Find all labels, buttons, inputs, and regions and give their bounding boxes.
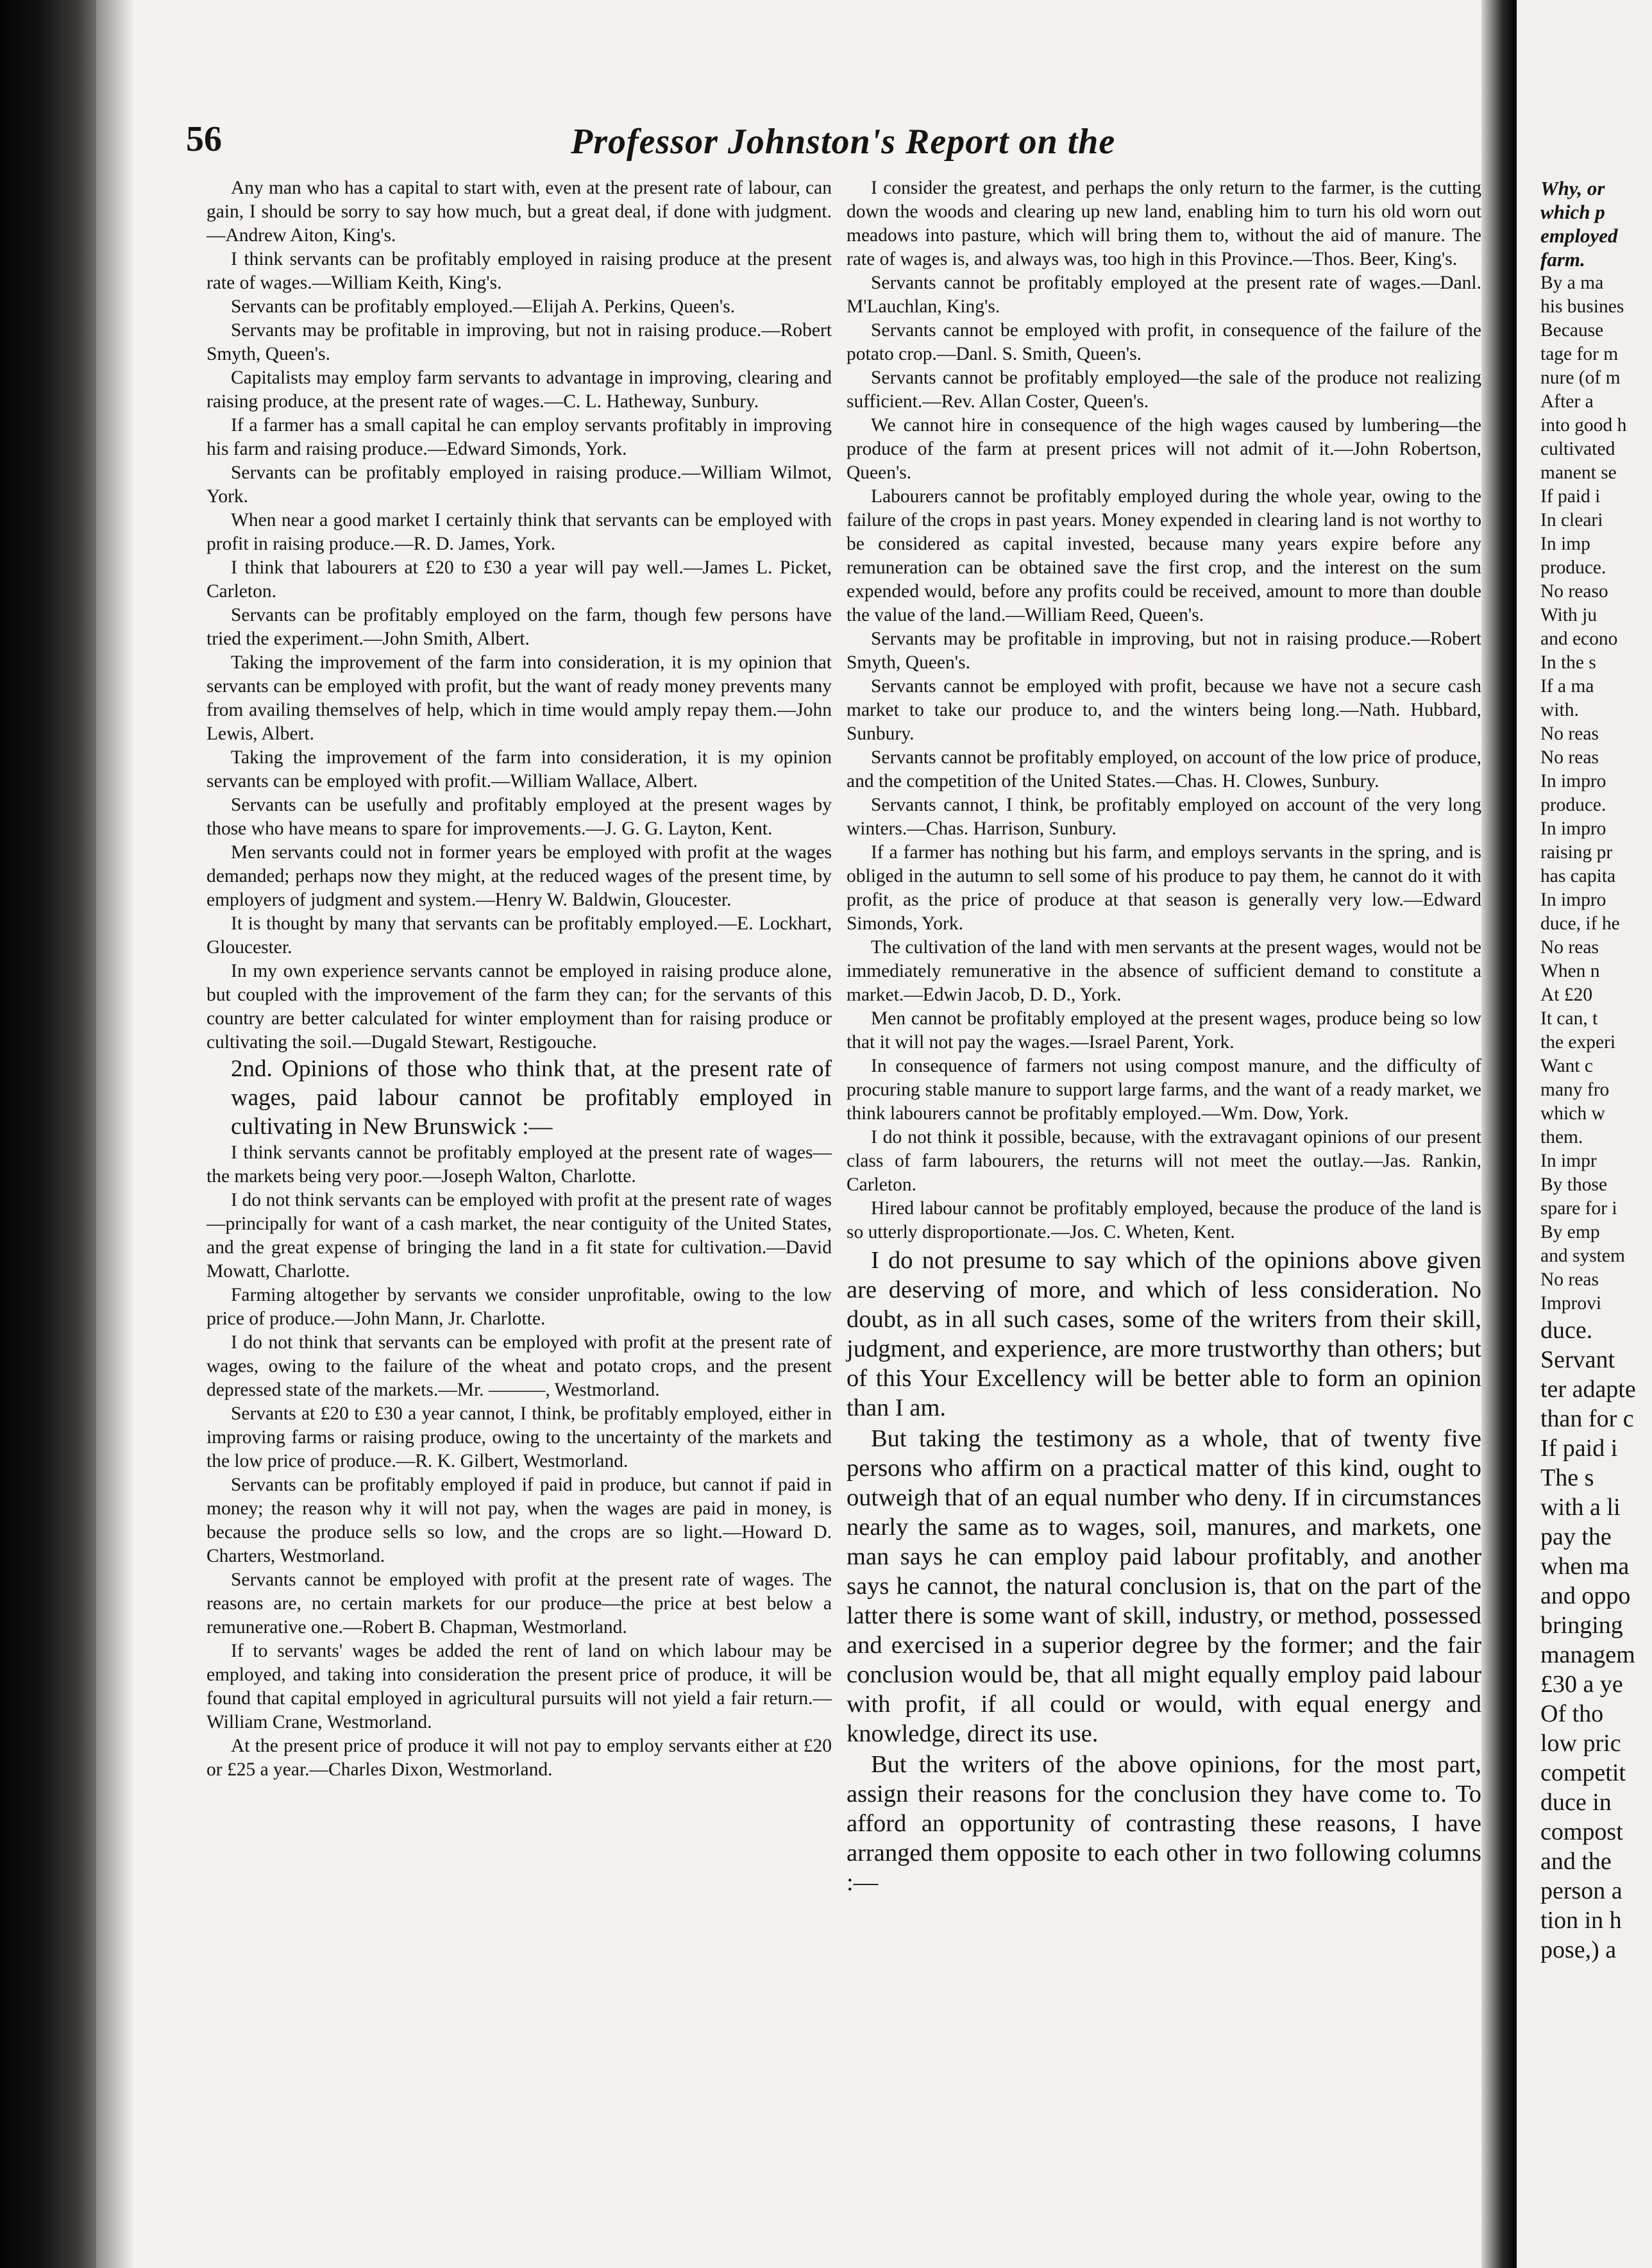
fragment-line: pose,) a — [1540, 1936, 1617, 1963]
page-number: 56 — [186, 119, 222, 159]
paragraph: Servants can be profitably employed on the farm, though few persons have tried the experiment.—John Smith, Albert. — [206, 605, 832, 649]
paragraph: Servants cannot be employed with profit, in consequence of the failure of the potato crop.—Danl. S. Smith, Queen's. — [847, 320, 1481, 364]
fragment-line: Because — [1540, 320, 1604, 341]
fragment-line: with a li — [1540, 1494, 1621, 1521]
fragment-line: Of tho — [1540, 1700, 1604, 1727]
running-title: Professor Johnston's Report on the — [571, 122, 1116, 162]
fragment-line: No reas — [1540, 724, 1599, 744]
fragment-line: In impro — [1540, 771, 1606, 791]
fragment-line: pay the — [1540, 1523, 1612, 1550]
paragraph: Men servants could not in former years be employed with profit at the wages demanded; perhaps now they might, at the reduced wages of the present time, by employers of judgment and system.—Henry W. Baldwin, Gloucester. — [206, 842, 832, 910]
fragment-line: person a — [1540, 1877, 1622, 1904]
book-edge-shadow — [0, 0, 96, 2268]
paragraph: Servants can be profitably employed.—Elijah A. Perkins, Queen's. — [231, 296, 736, 317]
paragraph: Servants cannot be profitably employed—the sale of the produce not realizing sufficient.—Rev. Allan Coster, Queen's. — [847, 368, 1481, 412]
fragment-line: and oppo — [1540, 1582, 1631, 1609]
fragment-line: No reas — [1540, 937, 1599, 958]
fragment-line: manent se — [1540, 462, 1617, 483]
fragment-line: No reas — [1540, 1269, 1599, 1290]
fragment-line: his busines — [1540, 296, 1624, 317]
paragraph: Servants can be profitably employed if paid in produce, but cannot if paid in money; the reason why it will not pay, when the wages are paid in money, is because the produce sells so low, and the crops are so light.—Howard D. Charters, Westmorland. — [206, 1475, 832, 1566]
fragment-line: In cleari — [1540, 510, 1603, 530]
fragment-line: In impro — [1540, 890, 1606, 910]
fragment-line: When n — [1540, 961, 1600, 981]
paragraph: The cultivation of the land with men servants at the present wages, would not be immediately remunerative in the absence of sufficient demand to constitute a market.—Edwin Jacob, D. D., York. — [847, 937, 1481, 1005]
fragment-line: and econo — [1540, 629, 1618, 649]
paragraph: If a farmer has nothing but his farm, and employs servants in the spring, and is obliged in the autumn to sell some of his produce to pay them, he cannot do it with profit, as the price of produce at that season is generally very low.—Edward Simonds, York. — [847, 842, 1481, 934]
fragment-line: into good h — [1540, 415, 1627, 436]
fragment-line: No reaso — [1540, 581, 1608, 602]
fragment-line: duce, if he — [1540, 913, 1620, 934]
fragment-line: By emp — [1540, 1222, 1600, 1242]
fragment-line: which p — [1540, 201, 1605, 223]
paragraph: Servants at £20 to £30 a year cannot, I think, be profitably employed, either in improving farms or raising produce, owing to the uncertainty of the markets and the low price of produce.—R. K. Gilbert, Westmorland. — [206, 1403, 832, 1471]
fragment-line: employed — [1540, 224, 1618, 247]
fragment-line: £30 a ye — [1540, 1671, 1623, 1698]
fragment-line: raising pr — [1540, 842, 1613, 863]
fragment-line: Want c — [1540, 1056, 1593, 1076]
commentary-paragraph: But taking the testimony as a whole, that of twenty five persons who affirm on a practical matter of this kind, ought to outweigh that of an equal number who deny. If in circumstances nearly the same as to wages, soil, manures, and markets, one man says he can employ paid labour profitably, and another says he cannot, the natural conclusion is, that on the part of the latter there is some want of skill, industry, or method, possessed and exercised in a superior degree by the former; and the fair conclusion would be, that all might equally employ paid labour with profit, if all could or would, with equal energy and knowledge, direct its use. — [847, 1425, 1481, 1747]
fragment-line: By a ma — [1540, 273, 1604, 293]
right-column — [847, 176, 1481, 1897]
fragment-line: than for c — [1540, 1405, 1634, 1432]
paragraph: Servants cannot be employed with profit at the present rate of wages. The reasons are, no certain markets for our produce—the price at best below a remunerative one.—Robert B. Chapman, Westmorland. — [206, 1570, 832, 1638]
commentary-paragraph: But the writers of the above opinions, for the most part, assign their reasons for the conclusion they have come to. To afford an opportunity of contrasting these reasons, I have arranged them opposite to each other in two following columns :— — [847, 1751, 1481, 1896]
paragraph: Servants cannot be employed with profit, because we have not a secure cash market to take our produce to, and the winters being long.—Nath. Hubbard, Sunbury. — [847, 676, 1481, 744]
paragraph: Servants may be profitable in improving, but not in raising produce.—Robert Smyth, Queen's. — [206, 320, 832, 364]
paragraph: Servants cannot be profitably employed at the present rate of wages.—Danl. M'Lauchlan, King's. — [847, 273, 1481, 317]
paragraph: Taking the improvement of the farm into consideration, it is my opinion that servants can be employed with profit, but the want of ready money prevents many from availing themselves of help, which in time would amply repay them.—John Lewis, Albert. — [206, 652, 832, 744]
fragment-line: No reas — [1540, 747, 1599, 768]
paragraph: Taking the improvement of the farm into consideration, it is my opinion servants can be employed with profit.—William Wallace, Albert. — [206, 747, 832, 791]
fragment-line: cultivated — [1540, 439, 1615, 459]
fragment-line: low pric — [1540, 1730, 1621, 1757]
fragment-line: has capita — [1540, 866, 1616, 886]
paragraph: Farming altogether by servants we consider unprofitable, owing to the low price of produce.—John Mann, Jr. Charlotte. — [206, 1285, 832, 1329]
paragraph: I do not think that servants can be employed with profit at the present rate of wages, owing to the failure of the wheat and potato crops, and the present depressed state of the markets.—Mr. ———, Westmorland. — [206, 1332, 832, 1400]
paragraph: Capitalists may employ farm servants to advantage in improving, clearing and raising produce, at the present rate of wages.—C. L. Hatheway, Sunbury. — [206, 368, 832, 412]
fragment-line: competit — [1540, 1759, 1626, 1786]
book-gutter — [1481, 0, 1517, 2268]
fragment-line: tion in h — [1540, 1907, 1622, 1934]
fragment-line: bringing — [1540, 1612, 1623, 1639]
fragment-line: spare for i — [1540, 1198, 1617, 1219]
paragraph: Servants may be profitable in improving, but not in raising produce.—Robert Smyth, Queen's. — [847, 629, 1481, 673]
fragment-line: With ju — [1540, 605, 1597, 625]
fragment-line: produce. — [1540, 557, 1606, 578]
section-heading: 2nd. Opinions of those who think that, at the present rate of wages, paid labour cannot be profitably employed in cultivating in New Brunswick :— — [231, 1056, 832, 1140]
fragment-line: the experi — [1540, 1032, 1616, 1053]
fragment-line: By those — [1540, 1174, 1608, 1195]
fragment-line: At £20 — [1540, 985, 1593, 1005]
fragment-line: In the s — [1540, 652, 1596, 673]
fragment-line: In impro — [1540, 818, 1606, 839]
paragraph: I do not think it possible, because, with the extravagant opinions of our present class of farm labourers, the returns will not meet the outlay.—Jas. Rankin, Carleton. — [847, 1127, 1481, 1195]
fragment-line: If paid i — [1540, 486, 1601, 507]
left-column — [206, 176, 832, 1782]
paragraph: Servants cannot be profitably employed, on account of the low price of produce, and the competition of the United States.—Chas. H. Clowes, Sunbury. — [847, 747, 1481, 791]
paragraph: At the present price of produce it will not pay to employ servants either at £20 or £25 a year.—Charles Dixon, Westmorland. — [206, 1736, 832, 1780]
fragment-line: nure (of m — [1540, 368, 1621, 388]
paragraph: We cannot hire in consequence of the high wages caused by lumbering—the produce of the farm at present prices will not admit of it.—John Robertson, Queen's. — [847, 415, 1481, 483]
fragment-line: and the — [1540, 1848, 1612, 1875]
fragment-line: In imp — [1540, 534, 1590, 554]
fragment-line: when ma — [1540, 1553, 1630, 1580]
page-curl-shadow — [96, 0, 135, 2268]
page-header — [186, 119, 1462, 170]
paragraph: Servants cannot, I think, be profitably employed on account of the very long winters.—Chas. Harrison, Sunbury. — [847, 795, 1481, 839]
fragment-line: which w — [1540, 1103, 1605, 1124]
paragraph: In my own experience servants cannot be employed in raising produce alone, but coupled with the improvement of the farm they can; for the servants of this country are better calculated for winter employment than for raising produce or cultivating the soil.—Dugald Stewart, Restigouche. — [206, 961, 832, 1053]
commentary-paragraph: I do not presume to say which of the opinions above given are deserving of more, and which of less consideration. No doubt, as in all such cases, some of the writers from their skill, judgment, and experience, are more trustworthy than others; but of this Your Excellency will be better able to form an opinion than I am. — [847, 1247, 1481, 1421]
paragraph: If a farmer has a small capital he can employ servants profitably in improving his farm and raising produce.—Edward Simonds, York. — [206, 415, 832, 459]
paragraph: I think servants cannot be profitably employed at the present rate of wages—the markets being very poor.—Joseph Walton, Charlotte. — [206, 1142, 832, 1187]
paragraph: It is thought by many that servants can be profitably employed.—E. Lockhart, Gloucester. — [206, 913, 832, 958]
fragment-line: tage for m — [1540, 344, 1619, 364]
paragraph: I do not think servants can be employed with profit at the present rate of wages—principally for want of a cash market, the near contiguity of the United States, and the great expense of bringing the land in a fit state for cultivation.—David Mowatt, Charlotte. — [206, 1190, 832, 1282]
fragment-line: compost — [1540, 1818, 1623, 1845]
fragment-line: managem — [1540, 1641, 1635, 1668]
fragment-line: many fro — [1540, 1079, 1610, 1100]
fragment-line: If a ma — [1540, 676, 1594, 697]
paragraph: I think that labourers at £20 to £30 a year will pay well.—James L. Picket, Carleton. — [206, 557, 832, 602]
paragraph: I consider the greatest, and perhaps the only return to the farmer, is the cutting down the woods and clearing up new land, enabling him to turn his old worn out meadows into pasture, which will bring them to, without the aid of manure. The rate of wages is, and always was, too high in this Province.—Thos. Beer, King's. — [847, 178, 1481, 269]
fragment-line: duce. — [1540, 1317, 1593, 1344]
fragment-line: and system — [1540, 1246, 1625, 1266]
fragment-line: Servant — [1540, 1346, 1615, 1373]
paragraph: When near a good market I certainly think that servants can be employed with profit in raising produce.—R. D. James, York. — [206, 510, 832, 554]
fragment-line: produce. — [1540, 795, 1606, 815]
paragraph: Labourers cannot be profitably employed during the whole year, owing to the failure of the crops in past years. Money expended in clearing land is not worthy to be considered as capital invested, because many years expire before any remuneration can be obtained save the first crop, and the interest on the sum expended would, before any profits could be received, amount to more than double the value of the land.—William Reed, Queen's. — [847, 486, 1481, 625]
fragment-line: farm. — [1540, 248, 1585, 271]
fragment-line: Improvi — [1540, 1293, 1602, 1314]
paragraph: Any man who has a capital to start with, even at the present rate of labour, can gain, I should be sorry to say how much, but a great deal, if done with judgment.—Andrew Aiton, King's. — [206, 178, 832, 246]
paragraph: Servants can be usefully and profitably employed at the present wages by those who have means to spare for improvements.—J. G. G. Layton, Kent. — [206, 795, 832, 839]
fragment-line: In impr — [1540, 1151, 1597, 1171]
fragment-line: It can, t — [1540, 1008, 1598, 1029]
fragment-line: ter adapte — [1540, 1376, 1636, 1403]
fragment-line: If paid i — [1540, 1435, 1618, 1462]
fragment-line: After a — [1540, 391, 1594, 412]
fragment-line: The s — [1540, 1464, 1594, 1491]
fragment-line: them. — [1540, 1127, 1583, 1147]
fragment-line: with. — [1540, 700, 1579, 720]
adjacent-page-fragment — [1540, 176, 1652, 1965]
paragraph: Men cannot be profitably employed at the present wages, produce being so low that it will not pay the wages.—Israel Parent, York. — [847, 1008, 1481, 1053]
fragment-line: Why, or — [1540, 177, 1605, 199]
paragraph: I think servants can be profitably employed in raising produce at the present rate of wages.—William Keith, King's. — [206, 249, 832, 293]
paragraph: Servants can be profitably employed in raising produce.—William Wilmot, York. — [206, 462, 832, 507]
paragraph: Hired labour cannot be profitably employed, because the produce of the land is so utterly disproportionate.—Jos. C. Wheten, Kent. — [847, 1198, 1481, 1242]
fragment-line: duce in — [1540, 1789, 1612, 1816]
paragraph: If to servants' wages be added the rent of land on which labour may be employed, and taking into consideration the present price of produce, it will be found that capital employed in agricultural pursuits will not yield a fair return.—William Crane, Westmorland. — [206, 1641, 832, 1732]
paragraph: In consequence of farmers not using compost manure, and the difficulty of procuring stable manure to support large farms, and the want of a ready market, we think labourers cannot be profitably employed.—Wm. Dow, York. — [847, 1056, 1481, 1124]
